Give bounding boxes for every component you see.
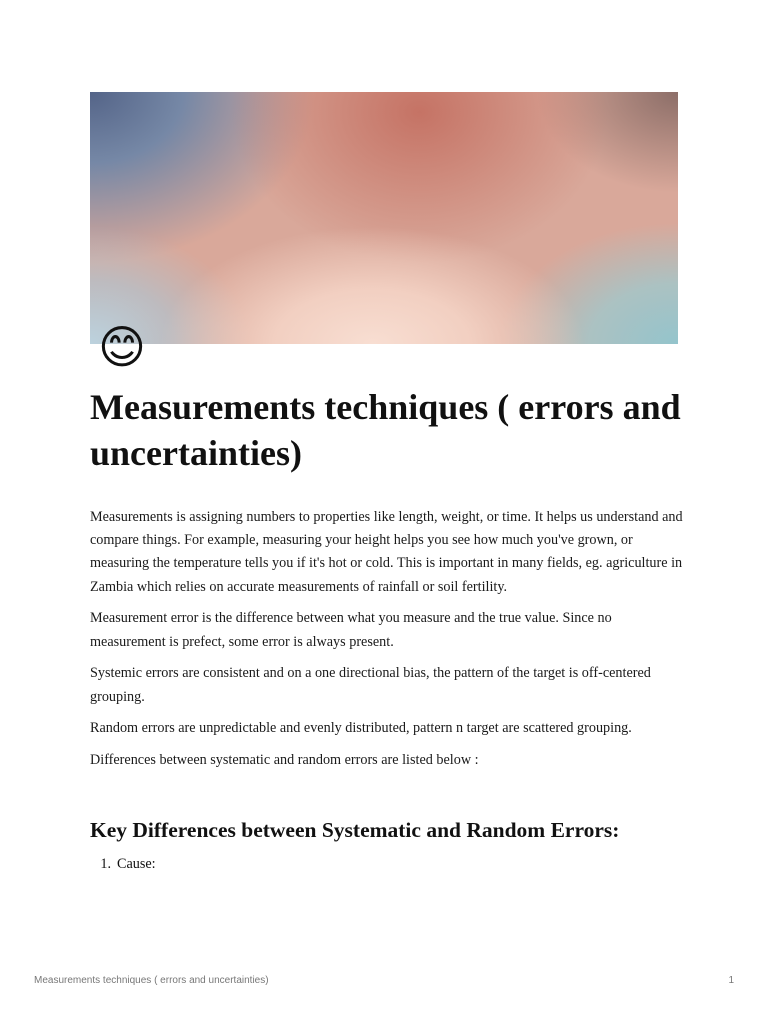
paragraph-measurements-definition: Measurements is assigning numbers to properties like length, weight, or time. It helps us understand and compare things. For example, measuring your height helps you see how much you've grown, or measuring the temperature tells you if it's hot or cold. This is important in many fields, eg. agriculture in Zambia which relies on accurate measurements of rainfall or soil fertility. [90,509,683,595]
paragraph-measurement-error: Measurement error is the difference between what you measure and the true value. Since no measurement is prefect, some error is always present. [90,610,612,650]
list-item-text: Cause: [117,856,156,872]
smiley-face-icon: 😊 [98,320,146,374]
footer-document-title: Measurements techniques ( errors and uncertainties) [34,975,269,986]
paragraph-differences-intro: Differences between systematic and random errors are listed below : [90,752,479,769]
paragraph-random-errors: Random errors are unpredictable and evenly distributed, pattern n target are scattered grouping. [90,720,632,737]
list-item [90,853,690,876]
cover-image [90,92,678,344]
section-heading: Key Differences between Systematic and Random Errors: [90,818,620,842]
list-item-number: 1. [100,856,111,872]
footer-page-number: 1 [728,975,734,986]
document-body [90,506,690,781]
page-title: Measurements techniques ( errors and uncertainties) [90,387,681,473]
numbered-list [90,853,690,876]
paragraph-systemic-errors: Systemic errors are consistent and on a one directional bias, the pattern of the target is off-centered grouping. [90,665,651,705]
